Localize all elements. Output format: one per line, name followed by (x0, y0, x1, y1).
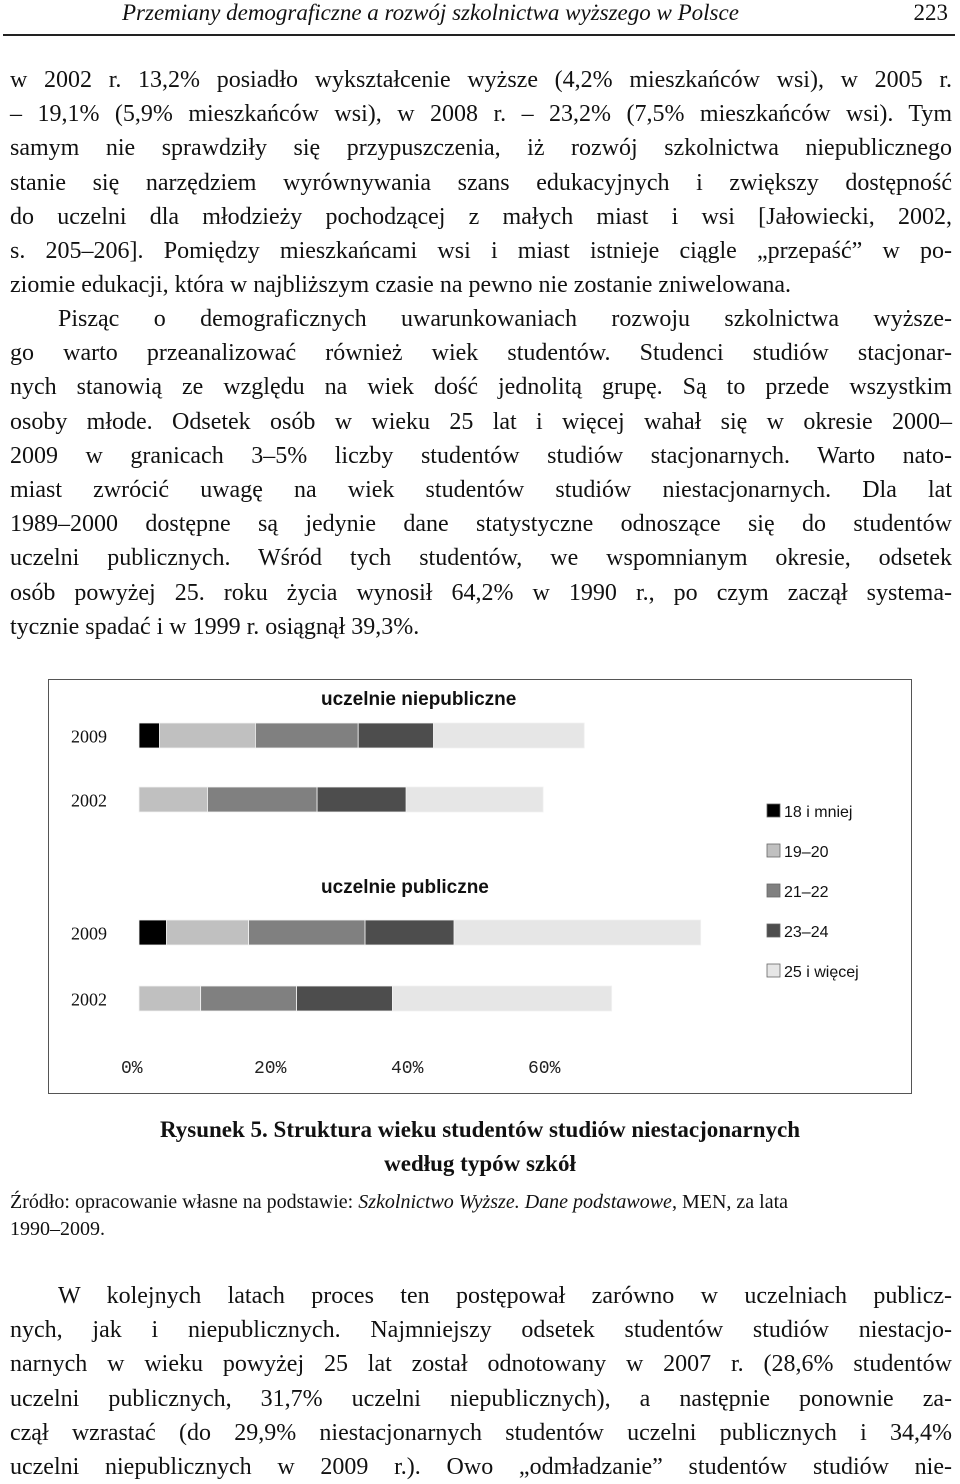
category-label: 2002 (71, 790, 107, 811)
bar-segment (358, 723, 433, 748)
text-line: narnych w wieku powyżej 25 lat został odnotowany w 2007 r. (28,6% studentów (10, 1351, 952, 1378)
bar-segment (139, 986, 201, 1011)
header-rule (3, 34, 955, 36)
source-title: Szkolnictwo Wyższe. Dane podstawowe (358, 1191, 672, 1213)
text-line: w 2002 r. 13,2% posiadło wykształcenie wyższe (4,2% mieszkańców wsi), w 2005 r. (10, 67, 952, 93)
bar-segment (406, 787, 543, 812)
figure-source (10, 1189, 952, 1243)
text-line: s. 205–206]. Pomiędzy mieszkańcami wsi i miast istnieje ciągle „przepaść” w po- (10, 238, 952, 265)
x-tick-label: 0% (121, 1059, 143, 1079)
running-head (0, 0, 960, 40)
paragraph-2 (10, 302, 952, 644)
figure-caption-line-2: według typów szkół (384, 1151, 576, 1176)
bar-segment (139, 920, 166, 945)
text-line: 2009 w granicach 3–5% liczby studentów studiów stacjonarnych. Warto nato- (10, 442, 952, 469)
legend-label: 21–22 (784, 884, 829, 901)
bar-segment (139, 787, 208, 812)
bar-segment (139, 723, 160, 748)
legend-label: 25 i więcej (784, 964, 859, 981)
paragraph-3 (10, 1279, 952, 1484)
category-label: 2009 (71, 923, 107, 944)
bar-segment (255, 723, 358, 748)
text-line: tycznie spadać i w 1999 r. osiągnął 39,3%. (10, 613, 420, 640)
text-line: samym nie sprawdziły się przypuszczenia, iż rozwój szkolnictwa niepublicznego (10, 135, 952, 162)
bar-segment (317, 787, 406, 812)
text-line: czął wzrastać (do 29,9% niestacjonarnych studentów uczelni publicznych i 34,4% (10, 1419, 952, 1446)
text-line: uczelni niepublicznych w 2009 r.). Owo „odmładzanie” studentów studiów nie- (10, 1454, 952, 1481)
text-line: 1989–2000 dostępne są jedynie dane statystyczne odnoszące się do studentów (10, 511, 952, 538)
legend-label: 23–24 (784, 924, 829, 941)
legend-label: 18 i mniej (784, 804, 853, 821)
legend-swatch (767, 804, 780, 817)
text-line: Pisząc o demograficznych uwarunkowaniach rozwoju szkolnictwa wyższe- (58, 306, 952, 332)
stacked-bar-chart (49, 680, 911, 1093)
bar-segment (434, 723, 585, 748)
bar-segment (392, 986, 611, 1011)
bar-segment (365, 920, 454, 945)
text-line: – 19,1% (5,9% mieszkańców wsi), w 2008 r. – 23,2% (7,5% mieszkańców wsi). Tym (10, 101, 952, 128)
source-years: 1990–2009. (10, 1218, 105, 1240)
text-line: nych stanowią ze względu na wiek dość jednolitą grupę. Są to przede wszystkim (10, 374, 952, 401)
bar-segment (297, 986, 393, 1011)
category-label: 2009 (71, 726, 107, 747)
figure-chart-frame (48, 679, 912, 1094)
group-label: uczelnie publiczne (321, 877, 489, 898)
text-line: nych, jak i niepublicznych. Najmniejszy odsetek studentów studiów niestacjo- (10, 1317, 952, 1344)
text-line: W kolejnych latach proces ten postępował zarówno w uczelniach publicz- (58, 1283, 952, 1309)
x-tick-label: 20% (254, 1059, 287, 1079)
bar-segment (166, 920, 248, 945)
page-number: 223 (913, 0, 948, 25)
running-title: Przemiany demograficzne a rozwój szkolnictwa wyższego w Polsce (122, 0, 739, 25)
text-line: osób powyżej 25. roku życia wynosił 64,2% w 1990 r., po czym zaczął systema- (10, 579, 952, 606)
text-line: uczelni publicznych. Wśród tych studentów, we wspomnianym okresie, odsetek (10, 545, 952, 572)
text-line: stanie się narzędziem wyrównywania szans edukacyjnych i zwiększy dostępność (10, 169, 952, 196)
text-line: miast zwrócić uwagę na wiek studentów studiów niestacjonarnych. Dla lat (10, 477, 952, 504)
text-line: ziomie edukacji, która w najbliższym czasie na pewno nie zostanie zniwelowana. (10, 272, 792, 299)
bar-segment (201, 986, 297, 1011)
text-line: osoby młode. Odsetek osób w wieku 25 lat i więcej wahał się w okresie 2000– (10, 408, 952, 435)
legend-swatch (767, 844, 780, 857)
bar-segment (249, 920, 365, 945)
x-tick-label: 60% (528, 1059, 561, 1079)
bar-segment (160, 723, 256, 748)
legend-label: 19–20 (784, 844, 829, 861)
source-lead: Źródło: opracowanie własne na podstawie: (10, 1191, 359, 1213)
legend-swatch (767, 964, 780, 977)
bar-segment (454, 920, 701, 945)
bar-segment (208, 787, 318, 812)
x-tick-label: 40% (391, 1059, 424, 1079)
figure-caption-line-1: Rysunek 5. Struktura wieku studentów studiów niestacjonarnych (159, 1117, 801, 1142)
group-label: uczelnie niepubliczne (321, 689, 517, 710)
category-label: 2002 (71, 989, 107, 1010)
paragraph-1 (10, 63, 952, 302)
text-line: do uczelni dla młodzieży pochodzącej z małych miast i wsi [Jałowiecki, 2002, (10, 203, 952, 230)
text-line: uczelni publicznych, 31,7% uczelni niepublicznych), a następnie ponownie za- (10, 1385, 952, 1412)
text-line: go warto przeanalizować również wiek studentów. Studenci studiów stacjonar- (10, 340, 952, 367)
legend-swatch (767, 924, 780, 937)
legend-swatch (767, 884, 780, 897)
source-tail: , MEN, za lata (671, 1191, 789, 1213)
